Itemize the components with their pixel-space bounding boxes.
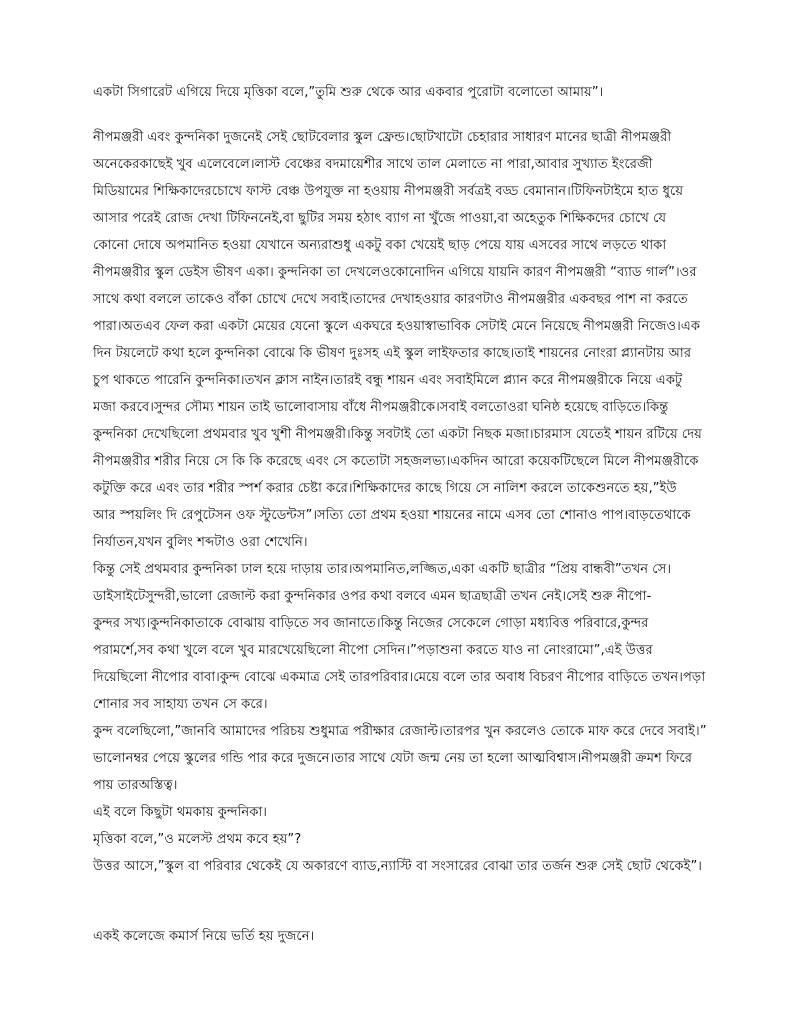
para1-line: নীপমঞ্জরীর স্কুল ডেইস ভীষণ একা। কুন্দনিকা তা দেখলেওকোনোদিন এগিয়ে যায়নি কারণ নীপমঞ্জরী “ব্যাড গার্ল”।ওর	[93, 265, 697, 280]
para1-line: নির্যাতন,যখন বুলিং শব্দটাও ওরা শেখেনি।	[93, 535, 308, 550]
closing-line: একই কলেজে কমার্স নিয়ে ভর্তি হয় দুজনে।	[93, 929, 315, 944]
para1-line: কোনো দোষে অপমানিত হওয়া যেখানে অন্যরাশুধু একটু বকা খেয়েই ছাড় পেয়ে যায় এসবের সাথে লড়তে থাকা	[93, 238, 667, 253]
para1-line: নীপমঞ্জরী এবং কুন্দনিকা দুজনেই সেই ছোটবেলার স্কুল ফ্রেন্ড।ছোটখাটো চেহারার সাধারণ মানের ছাত্রী নীপমঞ্জরী	[93, 130, 672, 145]
question-line: মৃত্তিকা বলে,”ও মলেস্ট প্রথম কবে হয়”?	[93, 832, 302, 847]
para1-line: মিডিয়ামের শিক্ষিকাদেরচোখে ফাস্ট বেঞ্চ উপযুক্ত না হওয়ায় নীপমঞ্জরী সর্বত্রই বড্ড বেমানান।টিফিনটাইমে হাত ধুয়ে	[93, 184, 684, 199]
para3-line: কুন্দ বলেছিলো,”জানবি আমাদের পরিচয় শুধুমাত্র পরীক্ষার রেজাল্ট।তারপর খুন করলেও তোকে মাফ করে দেবে সবাই।”	[93, 724, 707, 739]
answer-line: উত্তর আসে,”স্কুল বা পরিবার থেকেই যে অকারণে ব্যাড,ন্যাস্টি বা সংসারের বোঝা তার তর্জন শুরু সেই ছোট থেকেই”।	[93, 859, 703, 874]
opening-line: একটা সিগারেট এগিয়ে দিয়ে মৃত্তিকা বলে,”তুমি শুরু থেকে আর একবার পুরোটা বলোতো আমায়”।	[93, 85, 604, 100]
para2-line: শোনার সব সাহায্য তখন সে করে।	[93, 697, 268, 712]
pause-line: এই বলে কিছুটা থমকায় কুন্দনিকা।	[93, 805, 268, 820]
para3-line: পায় তারঅস্তিত্ব।	[93, 778, 178, 793]
para1-line: সাথে কথা বললে তাকেও বাঁকা চোখে দেখে সবাই।তাদের দেখাহওয়ার কারণটাও নীপমঞ্জরীর একবছর পাশ না করতে	[93, 292, 688, 307]
para1-line: চুপ থাকতে পারেনি কুন্দনিকা।তখন ক্লাস নাইন।তারই বন্ধু শায়ন এবং সবাইমিলে প্ল্যান করে নীপমঞ্জরীকে নিয়ে একটু	[93, 373, 683, 388]
para1-line: মজা করবে।সুন্দর সৌম্য শায়ন তাই ভালোবাসায় বাঁধে নীপমঞ্জরীকে।সবাই বলতোওরা ঘনিষ্ঠ হয়েছে বাড়িতে।কিন্তু	[93, 400, 669, 415]
para2-line: দিয়েছিলো নীপোর বাবা।কুন্দ বোঝে একমাত্র সেই তারপরিবার।মেয়ে বলে তার অবাধ বিচরণ নীপোর বাড়িতে তখন।পড়া	[93, 670, 706, 685]
para1-line: অনেকেরকাছেই খুব এলেবেলে।লাস্ট বেঞ্চের বদমায়েশীর সাথে তাল মেলাতে না পারা,আবার সুখ্যাত ইংরেজী	[93, 157, 653, 172]
para1-line: নীপমঞ্জরীর শরীর নিয়ে সে কি কি করেছে এবং সে কতোটা সহজলভ্য।একদিন আরো কয়েকটিছেলে মিলে নীপমঞ্জরীকে	[93, 454, 699, 469]
para3-line: ভালোনম্বর পেয়ে স্কুলের গন্ডি পার করে দুজনে।তার সাথে যেটা জন্ম নেয় তা হলো আত্মবিশ্বাস।নীপমঞ্জরী ক্রমশ ফিরে	[93, 751, 692, 766]
para1-line: আর স্পয়লিং দি রেপুটেসন ওফ স্টুডেন্টস”।সত্যি তো প্রথম হওয়া শায়নের নামে এসব তো শোনাও পাপ।বাড়তেথাকে	[93, 508, 691, 523]
para1-line: পারা।অতএব ফেল করা একটা মেয়ের যেনো স্কুলে একঘরে হওয়াস্বাভাবিক সেটাই মেনে নিয়েছে নীপমঞ্জরী নিজেও।এক	[93, 319, 701, 334]
para2-line: ডাইসাইটেসুন্দরী,ভালো রেজাল্ট করা কুন্দনিকার ওপর কথা বলবে এমন ছাত্রছাত্রী তখন নেই।সেই শুরু নীপো-	[93, 589, 652, 604]
para1-line: কটুক্তি করে এবং তার শরীর স্পর্শ করার চেষ্টা করে।শিক্ষিকাদের কাছে গিয়ে সে নালিশ করলে তাকেশুনতে হয়,”ইউ	[93, 481, 677, 496]
para1-line: কুন্দনিকা দেখেছিলো প্রথমবার খুব খুশী নীপমঞ্জরী।কিন্তু সবটাই তো একটা নিছক মজা।চারমাস যেতেই শায়ন রটিয়ে দেয়	[93, 427, 702, 442]
para2-line: পরামর্শে,সব কথা খুলে বলে খুব মারখেয়েছিলো নীপো সেদিন।”পড়াশুনা করতে যাও না নোংরামো”,এই উত্তর	[93, 643, 653, 658]
para2-line: কিন্তু সেই প্রথমবার কুন্দনিকা ঢাল হয়ে দাড়ায় তার।অপমানিত,লজ্জিত,একা একটি ছাত্রীর “প্রিয় বান্ধবী”তখন সে।	[93, 562, 672, 577]
para1-line: আসার পরেই রোজ দেখা টিফিননেই,বা ছুটির সময় হঠাৎ ব্যাগ না খুঁজে পাওয়া,বা অহেতুক শিক্ষিকদের চোখে যে	[93, 211, 667, 226]
para2-line: কুন্দর সখ্য।কুন্দনিকাতাকে বোঝায় বাড়িতে সব জানাতে।কিন্তু নিজের সেকেলে গোড়া মধ্যবিত্ত পরিবারে,কুন্দর	[93, 616, 649, 631]
para1-line: দিন টয়লেটে কথা হলে কুন্দনিকা বোঝে কি ভীষণ দুঃসহ এই স্কুল লাইফতার কাছে।তাই শায়নের নোংরা প্ল্যানটায় আর	[93, 346, 692, 361]
